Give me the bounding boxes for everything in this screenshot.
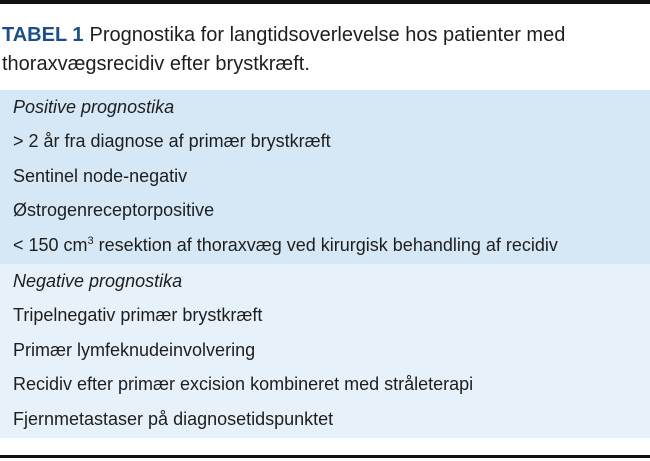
positive-prognostics-section	[0, 90, 650, 264]
list-item: > 2 år fra diagnose af primær brystkræft	[13, 131, 331, 152]
list-item: Primær lymfeknudeinvolvering	[13, 339, 256, 360]
top-rule	[0, 0, 650, 4]
list-item: Sentinel node-negativ	[13, 165, 188, 186]
resection-suffix: resektion af thoraxvæg ved kirurgisk behandling af recidiv	[93, 234, 558, 255]
negative-prognostics-list	[0, 264, 650, 438]
list-item: Recidiv efter primær excision kombineret med stråleterapi	[13, 374, 474, 395]
table-title: Prognostika for langtidsoverlevelse hos patienter med thoraxvægsrecidiv efter brystkræft.	[2, 24, 566, 75]
bottom-rule	[0, 455, 650, 458]
list-item-resection	[0, 228, 650, 262]
table-caption	[2, 21, 642, 79]
list-item: Østrogenreceptorpositive	[13, 200, 215, 221]
list-item: Tripelnegativ primær brystkræft	[13, 305, 263, 326]
section-heading-positive: Positive prognostika	[13, 97, 175, 117]
list-item: Fjernmetastaser på diagnosetidspunktet	[13, 408, 334, 429]
positive-prognostics-list	[0, 90, 650, 264]
section-heading-negative: Negative prognostika	[13, 271, 183, 291]
resection-prefix: < 150 cm	[13, 234, 88, 255]
negative-prognostics-section	[0, 264, 650, 438]
table-label: TABEL 1	[2, 24, 84, 46]
resection-superscript: 3	[87, 234, 94, 247]
prognostics-table	[0, 90, 650, 438]
